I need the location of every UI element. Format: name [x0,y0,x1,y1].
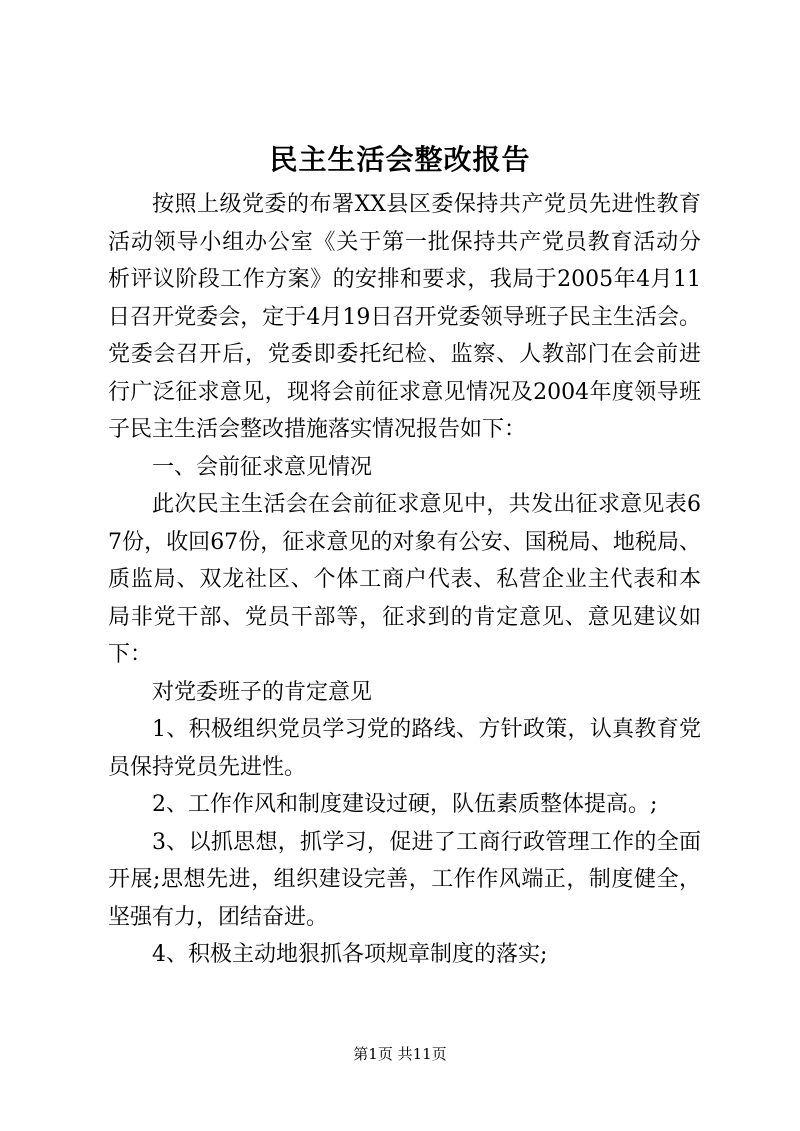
page-title: 民主生活会整改报告 [269,143,531,176]
section-heading-1: 一、会前征求意见情况 [152,454,373,480]
page-number-footer: 第1页 共11页 [353,1045,447,1063]
list-item-1: 1、积极组织党员学习党的路线、方针政策，认真教育党员保持党员先进性。 [108,717,701,780]
document-body [108,186,701,974]
subheading-positive-opinions: 对党委班子的肯定意见 [152,679,373,705]
list-item-2: 2、工作作风和制度建设过硬，队伍素质整体提高。; [152,792,658,817]
list-item-3: 3、以抓思想，抓学习，促进了工商行政管理工作的全面开展;思想先进，组织建设完善，工作作风端正，制度健全，坚强有力，团结奋进。 [108,829,701,930]
paragraph-intro: 按照上级党委的布署XX县区委保持共产党员先进性教育活动领导小组办公室《关于第一批保持共产党员教育活动分析评议阶段工作方案》的安排和要求，我局于2005年4月11日召开党委会，定于4月19日召开党委领导班子民主生活会。党委会召开后，党委即委托纪检、监察、人教部门在会前进行广泛征求意见，现将会前征求意见情况及2004年度领导班子民主生活会整改措施落实情况报告如下： [108,192,701,442]
list-item-4: 4、积极主动地狠抓各项规章制度的落实; [152,942,548,967]
paragraph-survey: 此次民主生活会在会前征求意见中，共发出征求意见表67份，收回67份，征求意见的对象有公安、国税局、地税局、质监局、双龙社区、个体工商户代表、私营企业主代表和本局非党干部、党员干部等，征求到的肯定意见、意见建议如下： [108,492,701,667]
